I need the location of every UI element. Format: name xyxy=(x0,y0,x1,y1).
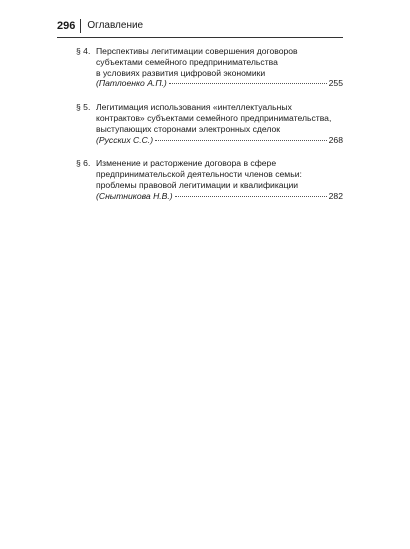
entry-page-number: 255 xyxy=(328,78,343,89)
entry-title-line: Изменение и расторжение договора в сфере xyxy=(96,158,277,169)
entry-title-line: предпринимательской деятельности членов семьи: xyxy=(96,169,302,180)
dot-leader xyxy=(155,140,327,141)
entry-title-line: в условиях развития цифровой экономики xyxy=(96,67,266,78)
entry-page-number: 282 xyxy=(328,190,343,201)
running-header xyxy=(57,19,343,38)
entry-page-number: 268 xyxy=(328,134,343,145)
dot-leader xyxy=(169,83,327,84)
toc-entry[interactable] xyxy=(76,158,343,201)
section-number: § 6. xyxy=(76,158,91,169)
entry-author-row xyxy=(96,78,343,89)
entry-author-row xyxy=(96,191,343,202)
table-of-contents xyxy=(76,46,343,215)
entry-author: (Патлоенко А.П.) xyxy=(96,78,167,89)
dot-leader xyxy=(175,196,327,197)
section-number: § 5. xyxy=(76,102,91,113)
running-title: Оглавление xyxy=(87,20,144,31)
entry-author: (Русских С.С.) xyxy=(96,134,154,145)
entry-title-line: Перспективы легитимации совершения договоров xyxy=(96,46,298,56)
page-number: 296 xyxy=(57,20,76,32)
entry-title-line: выступающих сторонами электронных сделок xyxy=(96,123,281,134)
entry-author: (Снытникова Н.В.) xyxy=(96,190,173,201)
entry-title-line: контрактов» субъектами семейного предпринимательства, xyxy=(96,112,332,123)
entry-title-line: проблемы правовой легитимации и квалификации xyxy=(96,179,299,190)
entry-title-line: субъектами семейного предпринимательства xyxy=(96,56,278,67)
section-number: § 4. xyxy=(76,46,91,56)
entry-author-row xyxy=(96,135,343,146)
toc-entry[interactable] xyxy=(76,102,343,145)
entry-title-line: Легитимация использования «интеллектуальных xyxy=(96,102,292,113)
toc-entry[interactable] xyxy=(76,46,343,89)
header-separator xyxy=(80,19,81,33)
